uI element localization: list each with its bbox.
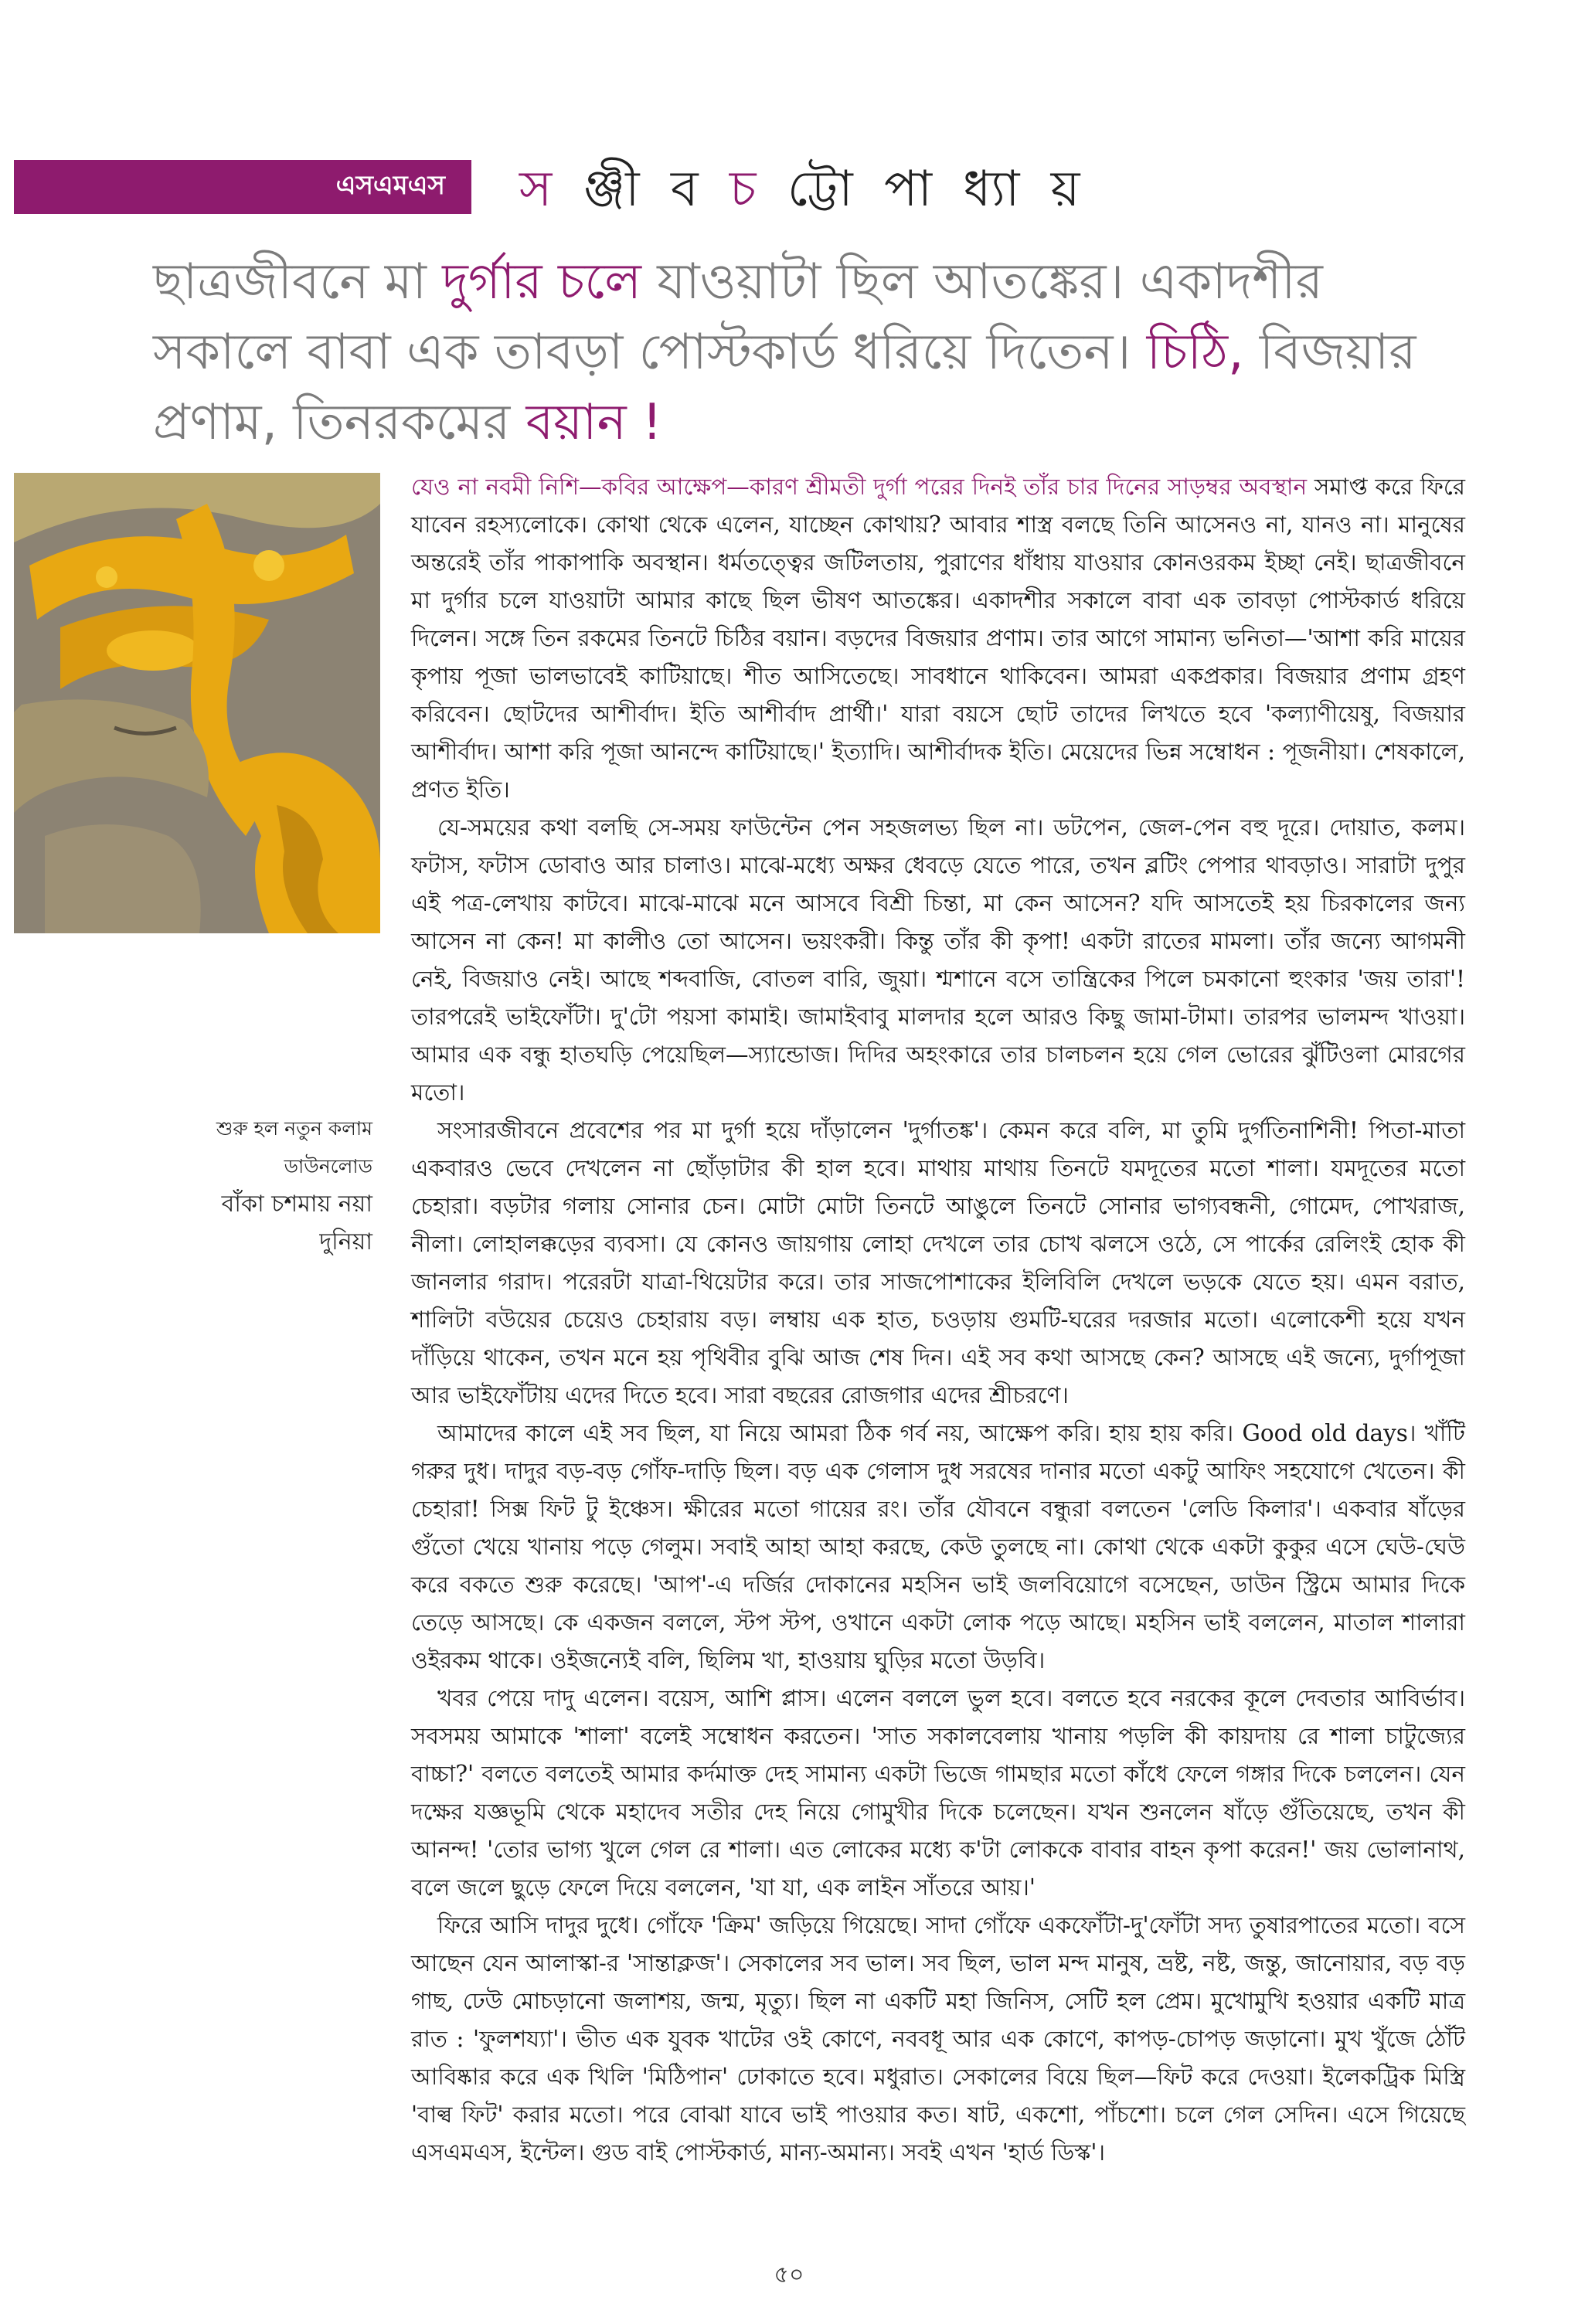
author-name [519,151,1087,234]
durga-face-icon [14,473,380,933]
article-paragraph-5: খবর পেয়ে দাদু এলেন। বয়েস, আশি প্লাস। এলেন বললে ভুল হবে। বলতে হবে নরকের কূলে দেবতার আবির্ভাব। সবসময় আমাকে 'শালা' বলেই সম্বোধন করতেন। 'সাত সকালবেলায় খানায় পড়লি কী কায়দায় রে শালা চাটুজ্যের বাচ্চা?' বলতে বলতেই আমার কর্দমাক্ত দেহ সামান্য একটা ভিজে গামছার মতো কাঁধে ফেলে গঙ্গার দিকে চললেন। যেন দক্ষের যজ্ঞভূমি থেকে মহাদেব সতীর দেহ নিয়ে গোমুখীর দিকে চলেছেন। যখন শুনলেন ষাঁড়ে গুঁতিয়েছে, তখন কী আনন্দ! 'তোর ভাগ্য খুলে গেল রে শালা। এত লোকের মধ্যে ক'টা লোককে বাবার বাহন কৃপা করেন!' জয় ভোলানাথ, বলে জলে ছুড়ে ফেলে দিয়ে বললেন, 'যা যা, এক লাইন সাঁতরে আয়।' [411,1685,1465,1901]
durga-portrait-image [14,473,380,933]
lead-text-3: বিজয়ার প্রণাম, তিনরকমের [153,324,1416,451]
article-paragraph-1-text: সমাপ্ত করে ফিরে যাবেন রহস্যলোকে। কোথা থেকে এলেন, যাচ্ছেন কোথায়? আবার শাস্ত্র বলছে তিনি আসেনও না, যানও না। মানুষের অন্তরেই তাঁর পাকাপাকি অবস্থান। ধর্মতত্ত্বের জটিলতায়, পুরাণের ধাঁধায় যাওয়ার কোনওরকম ইচ্ছা নেই। ছাত্রজীবনে মা দুর্গার চলে যাওয়াটা আমার কাছে ছিল ভীষণ আতঙ্কের। একাদশীর সকালে বাবা এক তাবড়া পোস্টকার্ড ধরিয়ে দিলেন। সঙ্গে তিন রকমের তিনটে চিঠির বয়ান। বড়দের বিজয়ার প্রণাম। তার আগে সামান্য ভনিতা—'আশা করি মায়ের কৃপায় পূজা ভালভাবেই কাটিয়াছে। শীত আসিতেছে। সাবধানে থাকিবেন। আমরা একপ্রকার। বিজয়ার প্রণাম গ্রহণ করিবেন। ছোটদের আশীর্বাদ। ইতি আশীর্বাদ প্রার্থী।' যারা বয়সে ছোট তাদের লিখতে হবে 'কল্যাণীয়েষু, বিজয়ার আশীর্বাদ। আশা করি পূজা আনন্দে কাটিয়াছে।' ইত্যাদি। আশীর্বাদক ইতি। মেয়েদের ভিন্ন সম্বোধন : পূজনীয়া। শেষকালে, প্রণত ইতি। [411,474,1465,803]
lead-paragraph [153,247,1420,458]
page-number: ৫০ [774,2261,804,2288]
article-paragraph-2: যে-সময়ের কথা বলছি সে-সময় ফাউন্টেন পেন সহজলভ্য ছিল না। ডটপেন, জেল-পেন বহু দূরে। দোয়াত, কলম। ফটাস, ফটাস ডোবাও আর চালাও। মাঝে-মধ্যে অক্ষর ধেবড়ে যেতে পারে, তখন ব্লটিং পেপার থাবড়াও। সারাটা দুপুর এই পত্র-লেখায় কাটবে। মাঝে-মাঝে মনে আসবে বিশ্রী চিন্তা, মা কেন আসেন? যদি আসতেই হয় চিরকালের জন্য আসেন না কেন! মা কালীও তো আসেন। ভয়ংকরী। কিন্তু তাঁর কী কৃপা! একটা রাতের মামলা। তাঁর জন্যে আগমনী নেই, বিজয়াও নেই। আছে শব্দবাজি, বোতল বারি, জুয়া। শ্মশানে বসে তান্ত্রিকের পিলে চমকানো হুংকার 'জয় তারা'! তারপরেই ভাইফোঁটা। দু'টো পয়সা কামাই। জামাইবাবু মালদার হলে আরও কিছু জামা-টামা। তারপর ভালমন্দ খাওয়া। আমার এক বন্ধু হাতঘড়ি পেয়েছিল—স্যান্ডোজ। দিদির অহংকারে তার চালচলন হয়ে গেল ভোরের ঝুঁটিওলা মোরগের মতো। [411,814,1465,1106]
lead-text-1: ছাত্রজীবনে মা [153,253,443,311]
author-last-rest: ট্টো পা ধ্যা য় [787,161,1088,218]
section-label [14,160,471,214]
sidebar-line-3: বাঁকা চশমায় নয়া [221,1191,372,1218]
article-paragraph-4: আমাদের কালে এই সব ছিল, যা নিয়ে আমরা ঠিক গর্ব নয়, আক্ষেপ করি। হায় হায় করি। Good old days। খাঁটি গরুর দুধ। দাদুর বড়-বড় গোঁফ-দাড়ি ছিল। বড় এক গেলাস দুধ সরষের দানার মতো একটু আফিং সহযোগে খেতেন। কী চেহারা! সিক্স ফিট টু ইঞ্চেস। ক্ষীরের মতো গায়ের রং। তাঁর যৌবনে বন্ধুরা বলতেন 'লেডি কিলার'। একবার ষাঁড়ের গুঁতো খেয়ে খানায় পড়ে গেলুম। সবাই আহা আহা করছে, কেউ তুলছে না। কোথা থেকে একটা কুকুর এসে ঘেউ-ঘেউ করে বকতে শুরু করেছে। 'আপ'-এ দর্জির দোকানের মহসিন ভাই জলবিয়োগে বসেছেন, ডাউন স্ট্রিমে আমার দিকে তেড়ে আসছে। কে একজন বললে, স্টপ স্টপ, ওখানে একটা লোক পড়ে আছে। মহসিন ভাই বললেন, মাতাল শালারা ওইরকম থাকে। ওইজন্যেই বলি, ছিলিম খা, হাওয়ায় ঘুড়ির মতো উড়বি। [411,1420,1465,1673]
article-paragraph-3: সংসারজীবনে প্রবেশের পর মা দুর্গা হয়ে দাঁড়ালেন 'দুর্গাতঙ্ক'। কেমন করে বলি, মা তুমি দুর্গতিনাশিনী! পিতা-মাতা একবারও ভেবে দেখলেন না ছোঁড়াটার কী হাল হবে। মাথায় মাথায় তিনটে যমদূতের মতো শালা। যমদূতের মতো চেহারা। বড়টার গলায় সোনার চেন। মোটা মোটা তিনটে আঙুলে তিনটে সোনার ভাগ্যবন্ধনী, গোমেদ, পোখরাজ, নীলা। লোহালক্কড়ের ব্যবসা। যে কোনও জায়গায় লোহা দেখলে তার চোখ ঝলসে ওঠে, সে পার্কের রেলিংই হোক কী জানলার গরাদ। পরেরটা যাত্রা-থিয়েটার করে। তার সাজপোশাকের ইলিবিলি দেখলে ভড়কে যেতে হয়। এমন বরাত, শালিটা বউয়ের চেয়েও চেহারায় বড়। লম্বায় এক হাত, চওড়ায় গুমটি-ঘরের দরজার মতো। এলোকেশী হয়ে যখন দাঁড়িয়ে থাকেন, তখন মনে হয় পৃথিবীর বুঝি আজ শেষ দিন। এই সব কথা আসছে কেন? আসছে এই জন্যে, দুর্গাপূজা আর ভাইফোঁটায় এদের দিতে হবে। সারা বছরের রোজগার এদের শ্রীচরণে। [411,1117,1465,1408]
article-intro: যেও না নবমী নিশি—কবির আক্ষেপ—কারণ শ্রীমতী দুর্গা পরের দিনই তাঁর চার দিনের সাড়ম্বর অবস্থান [411,474,1308,500]
author-first-initial: স [519,161,560,218]
sidebar-line-2: ডাউনলোড [284,1155,372,1177]
section-label-text: এসএমএস [335,169,445,201]
article-body [411,468,1465,2172]
sidebar-line-4: দুনিয়া [319,1228,372,1255]
sidebar-caption [93,1109,372,1261]
author-first-rest: ঞ্জী ব [583,161,706,218]
sidebar-line-1: শুরু হল নতুন কলাম [216,1117,372,1140]
lead-highlight-3: বয়ান ! [525,394,662,451]
author-last-initial: চ [729,161,764,218]
lead-highlight-2: চিঠি, [1146,324,1244,381]
lead-text-2: যাওয়াটা ছিল আতঙ্কের। একাদশীর সকালে বাবা এক তাবড়া পোস্টকার্ড ধরিয়ে দিতেন। [153,253,1323,381]
article-paragraph-1 [411,468,1465,809]
article-paragraph-6: ফিরে আসি দাদুর দুধে। গোঁফে 'ক্রিম' জড়িয়ে গিয়েছে। সাদা গোঁফে একফোঁটা-দু'ফোঁটা সদ্য তুষারপাতের মতো। বসে আছেন যেন আলাস্কা-র 'সান্তাক্লজ'। সেকালের সব ভাল। সব ছিল, ভাল মন্দ মানুষ, ভ্রষ্ট, নষ্ট, জন্তু, জানোয়ার, বড় বড় গাছ, ঢেউ মোচড়ানো জলাশয়, জন্ম, মৃত্যু। ছিল না একটি মহা জিনিস, সেটি হল প্রেম। মুখোমুখি হওয়ার একটি মাত্র রাত : 'ফুলশয্যা'। ভীত এক যুবক খাটের ওই কোণে, নববধূ আর এক কোণে, কাপড়-চোপড় জড়ানো। মুখ খুঁজে ঠোঁট আবিষ্কার করে এক খিলি 'মিঠিপান' ঢোকাতে হবে। মধুরাত। সেকালের বিয়ে ছিল—ফিট করে দেওয়া। ইলেকট্রিক মিস্ত্রি 'বাল্ব ফিট' করার মতো। পরে বোঝা যাবে ভাই পাওয়ার কত। ষাট, একশো, পাঁচশো। চলে গেল সেদিন। এসে গিয়েছে এসএমএস, ইন্টেল। গুড বাই পোস্টকার্ড, মান্য-অমান্য। সবই এখন 'হার্ড ডিস্ক'। [411,1912,1465,2166]
lead-highlight-1: দুর্গার চলে [442,253,641,311]
